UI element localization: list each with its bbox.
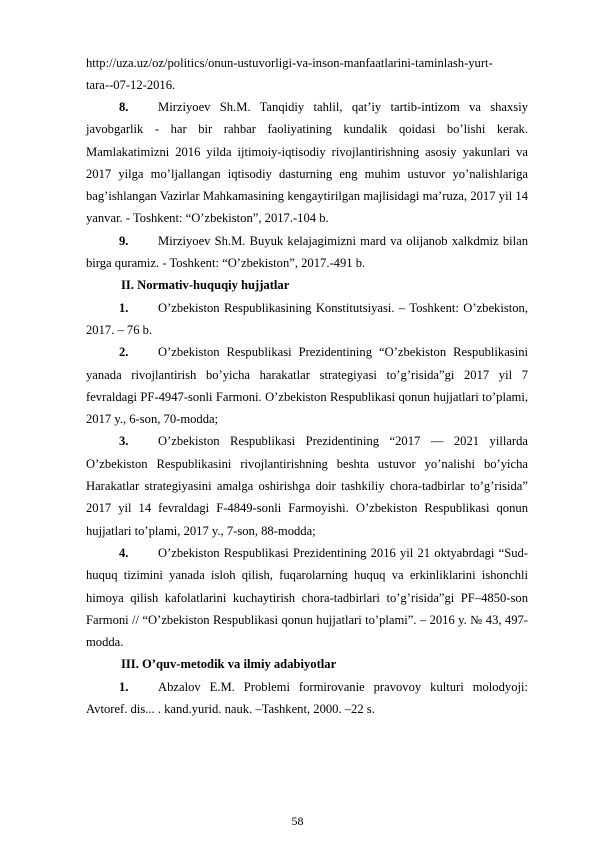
- reference-number: 1.: [119, 679, 129, 694]
- reference-text: Mirziyoev Sh.M. Buyuk kelajagimizni mard va olijanob xalkdmiz bilan birga quramiz. - Toshkent: “O’zbekiston”, 2017.-491 b.: [86, 233, 528, 271]
- reference-item: [86, 341, 528, 430]
- reference-text: Mirziyoev Sh.M. Tanqidiy tahlil, qat’iy tartib-intizom va shaxsiy javobgarlik - har bir rahbar faoliyatining kundalik qoidasi bo’lishi kerak. Mamlakatimizni 2016 yilda ijtimoiy-iqtisodiy rivojlantirishning asosiy yakunlari va 2017 yilga mo’ljallangan iqtisodiy dasturning eng muhim ustuvor yo’nalishlariga bag’ishlangan Vazirlar Mahkamasining kengaytirilgan majlisidagi ma’ruza, 2017 yil 14 yanvar. - Toshkent: “O’zbekiston”, 2017.-104 b.: [86, 100, 528, 226]
- reference-number: 8.: [119, 100, 129, 114]
- reference-text: Abzalov E.M. Problemi formirovanie pravovoy kulturi molodyoji: Avtoref. dis... . kand.yurid. nauk. –Tashkent, 2000. –22 s.: [86, 679, 528, 717]
- reference-number: 2.: [119, 345, 129, 360]
- reference-item: [86, 230, 528, 275]
- page-number: 58: [291, 814, 304, 828]
- reference-item: [86, 297, 528, 342]
- reference-number: 1.: [119, 300, 129, 315]
- section-heading: III. O’quv-metodik va ilmiy adabiyotlar: [121, 657, 337, 672]
- reference-text: O’zbekiston Respublikasi Prezidentining “2017 — 2021 yillarda O’zbekiston Respublikasini rivojlantirishning beshta ustuvor yo’nalishi bo’yicha Harakatlar strategiyasini amalga oshirishga doir tashkiliy chora-tadbirlar to’g’risida” 2017 yil 14 fevraldagi F-4849-sonli Farmoyishi. O’zbekiston Respublikasi qonun hujjatlari to’plami, 2017 y., 7-son, 88-modda;: [86, 434, 528, 538]
- reference-text: O’zbekiston Respublikasi Prezidentining 2016 yil 21 oktyabrdagi “Sud-huquq tizimini yanada isloh qilish, fuqarolarning huquq va erkinliklarini ishonchli himoya qilish kafolatlarini kuchaytirish chora-tadbirlari to’g’risida”gi PF–4850-son Farmoni // “O’zbekiston Respublikasi qonun hujjatlari to’plami”. – 2016 y. № 43, 497-modda.: [86, 545, 528, 650]
- section-heading: II. Normativ-huquqiy hujjatlar: [121, 278, 290, 293]
- reference-text: O’zbekiston Respublikasi Prezidentining “O’zbekiston Respublikasini yanada rivojlantirish bo’yicha harakatlar strategiyasi to’g’risida”gi 2017 yil 7 fevraldagi PF-4947-sonli Farmoni. O’zbekiston Respublikasi qonun hujjatlari to’plami, 2017 y., 6-son, 70-modda;: [86, 345, 528, 427]
- reference-text: O’zbekiston Respublikasining Konstitutsiyasi. – Toshkent: O’zbekiston, 2017. – 76 b.: [86, 300, 528, 337]
- reference-number: 3.: [119, 434, 129, 449]
- document-page: [86, 52, 528, 720]
- reference-item: [86, 430, 528, 541]
- reference-item: [86, 676, 528, 721]
- source-url-continuation: tara--07-12-2016.: [86, 78, 176, 92]
- reference-item: [86, 96, 528, 230]
- reference-item: [86, 542, 528, 653]
- reference-number: 9.: [119, 233, 129, 248]
- source-url: http://uza.uz/oz/politics/onun-ustuvorligi-va-inson-manfaatlarini-taminlash-yurt-: [86, 56, 493, 70]
- reference-number: 4.: [119, 545, 129, 560]
